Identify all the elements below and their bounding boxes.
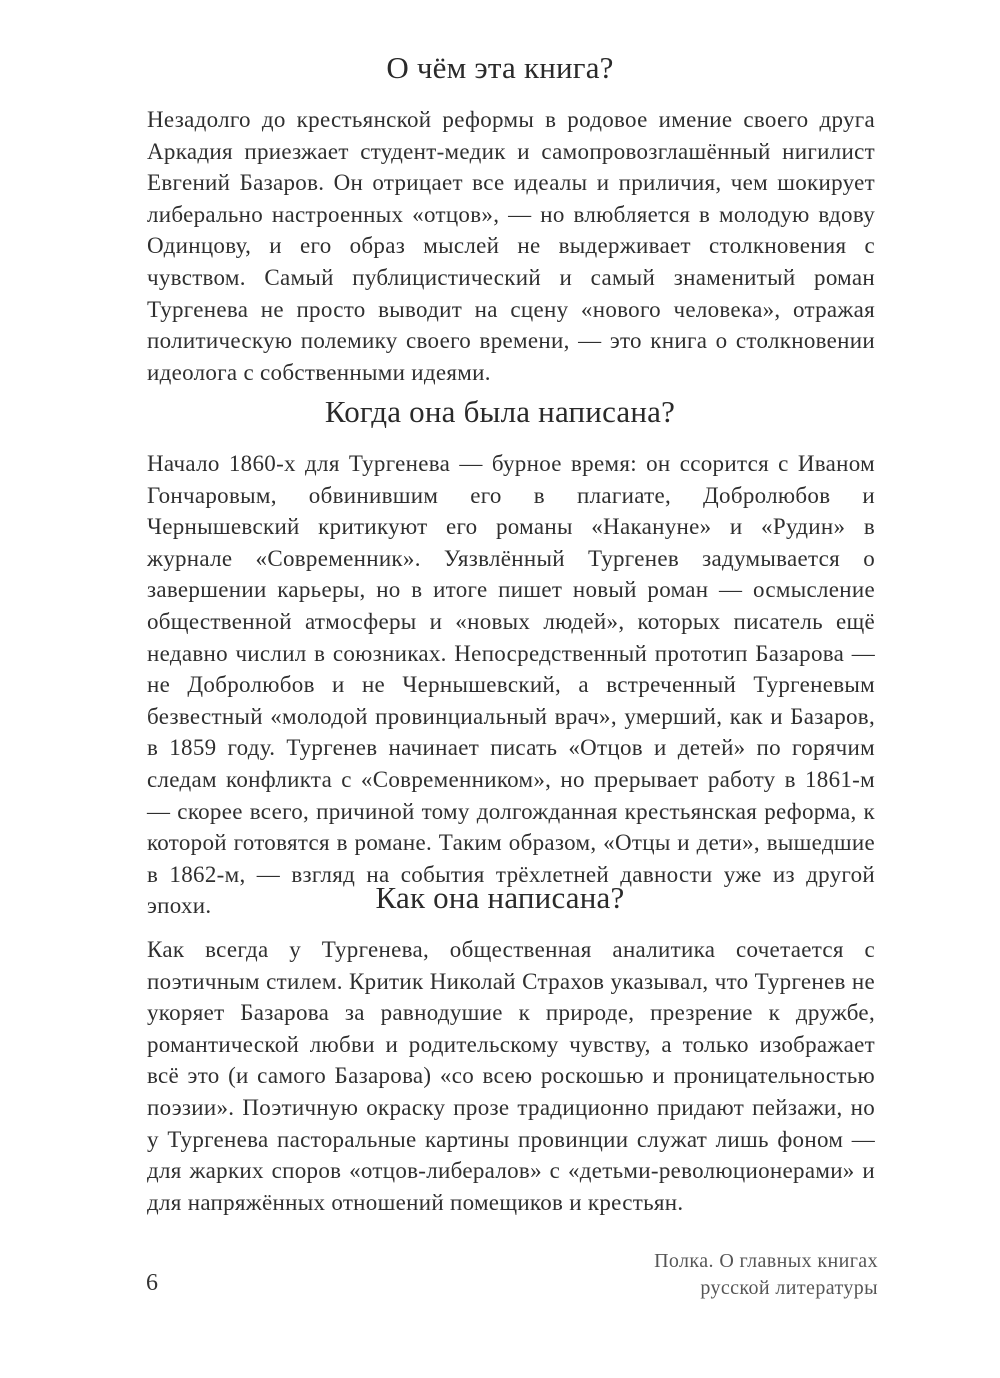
running-footer — [478, 1248, 878, 1302]
section-heading-when-written: Когда она была написана? — [324, 394, 676, 429]
footer-title-line-1: Полка. О главных книгах — [654, 1250, 878, 1272]
section-text-how-written: Как всегда у Тургенева, общественная аналитика сочетается с поэтичным стилем. Критик Николай Страхов указывал, что Тургенев не укоряет Базарова за равнодушие к природе, презрение к дружбе, романтической любви и родительскому чувству, а только изображает всё это (и самого Базарова) «со всею роскошью и проницательностью поэзии». Поэтичную окраску прозе традиционно придают пейзажи, но у Тургенева пасторальные картины провинции служат лишь фоном — для жарких споров «отцов-либералов» с «детьми-революционерами» и для напряжённых отношений помещиков и крестьян. — [147, 937, 875, 1215]
section-text-about: Незадолго до крестьянской реформы в родовое имение своего друга Аркадия приезжает студент-медик и самопровозглашённый нигилист Евгений Базаров. Он отрицает все идеалы и приличия, чем шокирует либерально настроенных «отцов», — но влюбляется в молодую вдову Одинцову, и его образ мыслей не выдерживает столкновения с чувством. Самый публицистический и самый знаменитый роман Тургенева не просто выводит на сцену «нового человека», отражая политическую полемику своего времени, — это книга о столкновении идеолога с собственными идеями. — [147, 107, 875, 385]
footer-title-line-2: русской литературы — [700, 1277, 878, 1299]
section-text-when-written: Начало 1860-х для Тургенева — бурное время: он ссорится с Иваном Гончаровым, обвинившим его в плагиате, Добролюбов и Чернышевский критикуют его романы «Накануне» и «Рудин» в журнале «Современник». Уязвлённый Тургенев задумывается о завершении карьеры, но в итоге пишет новый роман — осмысление общественной атмосферы и «новых людей», которых писатель ещё недавно числил в союзниках. Непосредственный прототип Базарова — не Добролюбов и не Чернышевский, а встреченный Тургеневым безвестный «молодой провинциальный врач», умерший, как и Базаров, в 1859 году. Тургенев начинает писать «Отцов и детей» по горячим следам конфликта с «Современником», но прерывает работу в 1861-м — скорее всего, причиной тому долгожданная крестьянская реформа, к которой готовятся в романе. Таким образом, «Отцы и дети», вышедшие в 1862-м, — взгляд на события трёхлетней давности уже из другой эпохи. — [147, 451, 875, 919]
page-number: 6 — [146, 1270, 158, 1296]
section-heading-how-written: Как она написана? — [375, 880, 625, 915]
section-heading-about: О чём эта книга? — [386, 50, 614, 85]
